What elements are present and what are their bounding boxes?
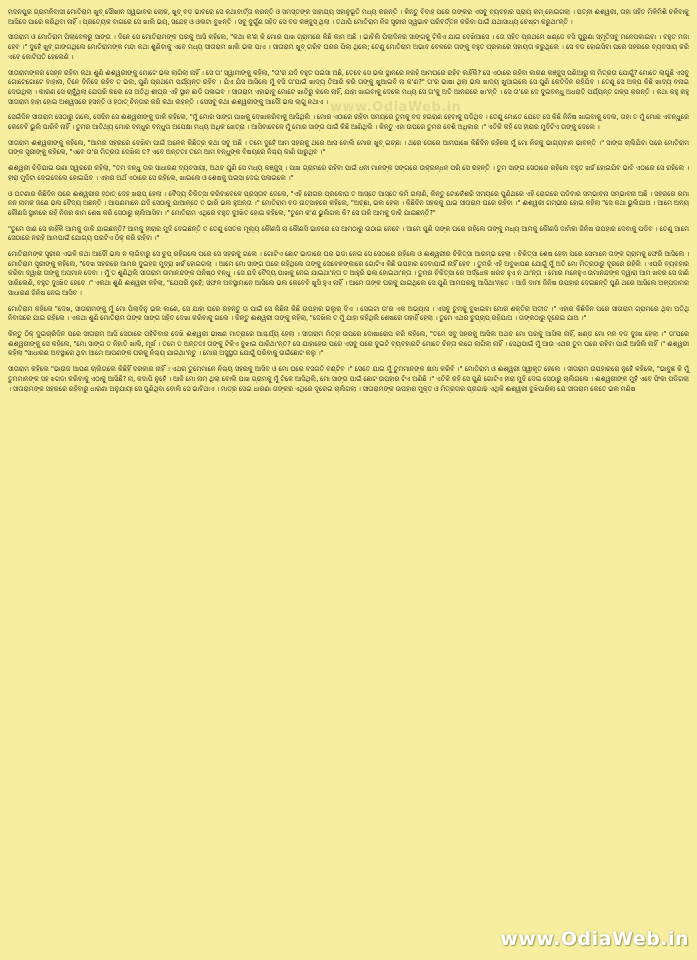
story-paragraph-9: ମୋତିରାମଙ୍କ ସ୍ତ୍ରୀର ଏଭଳି କଥା ଆଦୌ ଭଲ ନ ଲାଗିବାରୁ ସେ ଚୁପ୍ ରହିଗଲେ ପରେ ସେ ସହରକୁ ଗଲେ । ଗୋଟିଏ ଛୋଟ ଭାଡାରେ ଘର ଭଡା ନେଇ ସେ ସେଠାରେ ରହିଲେ ଓ ଈଶ୍ୱରୀର ଚିକିତ୍ସା ଆରମ୍ଭ ହେଲା । ଚିକିତ୍ସା ଶେଷ ହେବା ପରେ ସେମାନେ ତାଙ୍କ ଗ୍ରାମକୁ ଫେରି ଆସିଲେ । ମୋତିରାମ ସ୍ତ୍ରୀଙ୍କୁ କହିଲେ, "ଦେଖ ସହରରେ ଆମର ଦୁଇହଜ ମୁଦ୍ରା ଖର୍ଚ୍ଚ ହୋଇଗଲା । ଆମେ ମୋ ସାଙ୍ଗ ଘରେ ରହିଥିଲେ ତାଙ୍କୁ ସେବେଳଙ୍କାରେ ଗୋଟିଏ କିଛି ଉପହାର ଦେବାପାଇଁ ନାହିଁ ହେବ । ତୁମରି ଏହି ଅବୁଝାପଣ ଯୋଗୁଁ ମୁଁ ଅତି ମୋ ମିତ୍ରଠାରୁ ଦୂରରେ ରହିଲି । ଏପରି ବ୍ୟବହାର କରିବା ଦ୍ୱାରା ତାଙ୍କୁ ଅପମାନ ଦେବା । ମୁଁ ତ ଶୁଣିଥିଲି ସୀତାରାମ ଉମାନନ୍ଦଙ୍କ ଘନିଷ୍ଠ ବନ୍ଧୁ । ସେ ଯଦି ବୈଦ୍ୟ ପାଖକୁ ନେଇ ଯାଇଥା'ନ୍ତା ତ ଆହୁରି ଭଲ ହୋଇଥା'ନ୍ତା । ତୁମର ଚିକିତ୍ସା ରେ ଅର୍ଦ୍ଧେକ ଖରଚ ହୁଏ ନ ଥା'ନ୍ତା । ମୋର ମନେହୁଏ ଉମାନନ୍ଦଙ୍କ ଦ୍ୱାରା ଆମ ଖବର ସେ ଜାଣି ସାରିଲେଣି, ବହୁତ ଦୁଃଖିତ ହେବେ ।" ଏକଥା ଶୁଣି ଈଶ୍ୱରୀ କହିଲା, "ଯେପରି ନୁହେଁ; ସଫଳ ଅବସ୍ଥାମାନେ ଆସିଲେ ଭଲ କେବେବି ଖୁସି ହୁଏ ନାହିଁ । ଆମେ ତାଙ୍କ ଘରକୁ ଯାଇଥିଲେ ସେ ପୁଣି ଆମଘରକୁ ଆସିଥା'ନ୍ତେ । ଆଜି ଦାମୀ ଜିନିଷ ଉପହାର ଦେଇଛନ୍ତି ପୁଣି ଥରେ ଆସିଲେ ଅଳ୍ପଦାମର ସାଧାରଣ ଜିନିଷ ନେଇ ଆସିବ ।	[8, 250, 690, 297]
story-paragraph-11: କିନ୍ତୁ ଠିକ୍ ଦୁଇଚାରିଦିନ ପରେ ସୀତାରାମ ଆସି ସେଠାରେ ପହଁଚିବାର ଦେଖି ଈଶ୍ୱରୀ ଭୀଷଣ ମାତ୍ରାରେ ଆଶ୍ଚର୍ଯ୍ୟ ହେଲା । ସୀତାରାମ ମିତ୍ର ଉପରେ ଦୋଷାରୋପ କରି କହିଲେ, "ତମେ ସବୁ ସହରକୁ ଆସିଲ ଅଥଚ ମୋ ଘରକୁ ଆସିଲ ନାହିଁ, ଖଣ୍ଡ ମୋ ମନ ବଡ ଦୁଃଖ ହେଲା ।" ତା'ପରେ ଈଶ୍ୱରୀଙ୍କୁ ସେ କହିଲେ, "ମୋ ସାଙ୍ଗ ତ ନିହାତି ଖାଲି, ମୂର୍ଖ । ତମେ ତ ଅନ୍ତତଃ ତାଙ୍କୁ ଟିକିଏ ବୁଝାଇ ପାରିଥା'ନ୍ତ? ସେ ଯାହାହେଉ ପରେ ଏସବୁ ପରେ ଦୁଇଟି ବ୍ୟବହାରଟି ମୋତେ ଚିନ୍ତା ଲଗେ ଲାଗିଲା ନାହିଁ । ସେଥିପାଇଁ ମୁଁ ଆଉ ଏଥର ତୁମ ଘରେ ରହିବା ପାଇଁ ଆସିଲି ନାହିଁ ।" ଈଶ୍ୱରୀ କହିଲା "ସାଧାରଣ ଅବସ୍ଥାରେ ଥିବା ଆମେ ଆପଣଙ୍କ ଘରକୁ ନିଶ୍ଚୟ ଯାଇଥା'ନ୍ତୁ । ମୋର ଅସୁସ୍ଥତା ଯୋଗୁଁ ଘରିବାକୁ ଉଇଁଛୋଟ କଲୁ ।"	[8, 329, 689, 358]
story-paragraph-2: ସୀତାରାମ ଓ ମୋତିରାମ ପିଲାବେଳରୁ ସାଙ୍ଗ । ଦିନେ ସେ ମୋତିରାମଙ୍କ ଘରକୁ ଆସି କହିଲେ, "କଥା କ'ଣ କି ମୋର ପାଖ ଗ୍ରାମରେ କିଛି କାମ ଅଛି । ଭାବିଲି ପିଲାଦିନର ସାଙ୍ଗକୁ ଟିକିଏ ଯାଇ ଦେଖିଆସେ । ତୋ ସହିତ ପ୍ରଥମେ ଖଣ୍ଡେ ବସି ପୁରୁଣା ସ୍ମୃତିସବୁ ମନେପକାଇବା । ବହୁତ ମଜା ହେବ ।" ଦୁହେଁ ଖୁବ୍ ଗାଙ୍ଗଥିଲେ ମୋତିରାମଙ୍କ ମନ୍ଦା କଥା ଶୁଣିବାକୁ ଏବେ ମଧ୍ୟ ସୀତାରାମ ଖାଲି ଭଲ ପାଏ । ସୀତାରାମ ଖୁବ୍ ଗରିବ ଘରର ପିଲା ଥିଲେ; ତେଣୁ ମୋତିରାମ ଅଭାବ ବେଳରେ ତାଙ୍କୁ ବହୁତ ପ୍ରକାରେ ସହାୟତା କରୁଥିଲେ । ସେ ବଡ ହୋଇସିବା ପରେ ସହରରେ ବ୍ୟବସାୟ କରି ଏବେ କୋଟିପତି ହେଲେଣି ।	[8, 33, 689, 61]
story-paragraph-6: ଈଶ୍ୱରୀ ଚିଡ଼ିଯାଇ ଉଣା ସ୍ୱରରେ କହିଲା, "ତମ ବନ୍ଧୁ ତାର ସାଧାରଣ ବ୍ୟବସାୟୀ, ଅଥଚ ପୁଣି ସେ ମଧ୍ୟ କଞ୍ଜୁସ୍ । ପାଖ ଗ୍ରାମରେ ରହିବା ପାଇଁ ଧନୀ ମାନଙ୍କ ସଙ୍ଗରେ ଉକ୍ରନ୍ଧନ ପରି ସେ ରହନ୍ତି । ତୁମ ସାଙ୍ଗ ସେଠାରେ ରହିଲେ ବହୁତ ଖର୍ଚ୍ଚ ହୋଇଯିବ ଭାବି ଏଠାରେ ସେ ରହିଲେ । ହୀରା ମୁଦିଟା ଦେଇଦେଲେ ହୋଇଯିବ । ଏହାର ଅର୍ଥ ଏଠାରେ ସେ ରହିଲେ, ଖାଇଲେ ଓ ଶେଷକୁ ପଇସା ଦେଇ ପଳାଇଲେ ।"	[8, 164, 689, 182]
story-paragraph-7: ଓ ଘଟଣାର କିଛିଦିନ ପରେ ଈଶ୍ୱରୀର ହଠାତ୍ ଦେହ ଖରାପ୍ ହେଲା । ବୈଦ୍ୟ ଚିକିତ୍ସା କରିବାବେଳେ ପ୍ରସ୍ତାବ ଦେଲେ, "ଏହି ରୋଗର ପ୍ରକୋପ ତ ଆସ୍ତେ ଆସ୍ତେ କମି ଗଲାଣି, କିନ୍ତୁ ଟୋକେଁଶରି ସମୟରେ ପୁଣିଥରେ ଏହି ରୋଗରେ ପଡିବାର ସମ୍ଭାବନା ସମ୍ଭାବନା ଅଛି । ସହରରେ ରମା ନନ ନାମକ ଜଣେ ଭଲ ବୈଦ୍ୟ ଅଛନ୍ତି । ଆପଣମାନେ ଯଦି ସେଠାକୁ ଯାଆନ୍ତେ ତ ଭାରି ଭଲ ହୁଅନ୍ତା ।" ମୋତିରାମ ବଡ ଉତ୍ସାହରେ କହିଲେ, "ଅଚ୍ଛା, ଭଲ ହେଲା । କିଛିଦିନ ସହରକୁ ଯାଇ ସୀତାରାମ ଘରେ ରହିବା ।" ଈଶ୍ୱରୀ ଗମ୍ଭୀର ହୋଇ କହିଲା "ସେ କଥା ଭୁଲିଯାଅ । ଆମେ ଅନ୍ୟ କୌଣସି ସ୍ଥାନରେ ରହି ନିଜର କାମ ଶେଷ କରି ସେଠାରୁ ଚାଲିଆସିବା ।" ମୋତିରାମ ଏଥିରେ ବହୁତ ଦୁଃଖିତ ହୋଇ କହିଲେ, "ତୁମେ କ'ଣ ଭୁଲିଗଲ କି? ସେ ତାକି ଆମକୁ ଡାକି ଯାଇଛନ୍ତି?"	[8, 189, 689, 217]
watermark-corner: www.OdiaWeb.in	[500, 928, 689, 950]
watermark-mid: www.OdiaWeb.in	[330, 100, 462, 115]
story-paragraph-10: ମୋତିରାମ କହିଲେ "ଦେଖ, ସୀତାରାମଙ୍କୁ ମୁଁ ମୋ ପିଲାଦିନୁ ଭଲ କାଣେ, ସେ ଯାହା ଘରେ ରହନ୍ତୁ ତା ପାଇଁ ସେ କିଛିନା କିଛି ଉପହାର ଭଲୁର୍ ଦିଏ । ସେଇଟା ତା'ର ଏକ ଅଭ୍ୟାସ । ଏସବୁ ତୁମକୁ ବୁଝାଇବା ମୋର ଶକ୍ତିର ଅତୀତ ।" ଏହାର କିଛିଦିନ ପରେ ସୀତାରାମ ଗ୍ରାମରେ ଥିବା ଅତିଥି ନିବାସରେ ଯାଇ ରହିଲେ । ଏକଥା ଶୁଣି ମୋତିରାମ ତାଙ୍କ ସାଙ୍ଗ ସହିତ ଦେଖା କରିବାକୁ ଗଲେ । କିନ୍ତୁ ଈଶ୍ୱରୀ ତାଙ୍କୁ କହିଲା, "ଦେଖିଲ ତ ମୁଁ ଯାହା କହିଥିଲି ଶେଷରେ ତାହାହିଁ ହେଲା । ତୁମେ ଏଥର ଚୁପ୍‌ଚାପ୍ ରହିଯାଅ । ତାଙ୍କଠାରୁ ଦୂରେଇ ଯାଅ ।"	[8, 304, 689, 323]
story-paragraph-4: ସେଇଁଦିନ ସୀତାରାମ ସେଠାରୁ ଗଲେ, ସେଦିନ ସେ ଈଶ୍ୱରୀଙ୍କୁ ଡାକି କହିଲେ, "ମୁଁ ମୋର ସାଙ୍ଗ ପାଖକୁ ଦେଖାକରିବାକୁ ଆସିଥିଲି । ମୋର ଏଠାରେ ରହିବା ସମୟରେ ତୁମକୁ ବଡ ହଇରାଣ ହେବାକୁ ପଡିଥିବ । ତେଣୁ ମୋତେ ଯେତେ ସେ କିଛି ଜିନିଷ ଖାଇବାକୁ ଦେଲ, ତାହା ତ ମୁଁ ମୋର ଏବନ୍ଧୁରେ କେବେବି ଭୁଲି ପାରିବି ନାହିଁ । ତୁମର ଆତିଥ୍ୟ ମୋର ବନ୍ଧୁର ବନ୍ଧୁତା ଅପେକ୍ଷା ମଧ୍ୟ ଅଧିକ ଖେତ୍ରା । ଆସିବାବେଳେ ମୁଁ ମୋର ସାଙ୍ଗ ପାଇଁ କିଛି ଆଣିଥିଲି । କିନ୍ତୁ ଏହା ଉପରେ ତୁମର ବେଶି ଅଧିକାର ।" ଏତିକି କହି ସେ ହୀରାର ମୁଦିଟିଏ ତାଙ୍କୁ ଦେଲେ ।	[8, 113, 689, 132]
story-paragraph-5: ସୀତାରାମ ଈଶ୍ୱରୀଙ୍କୁ କହିଲେ, "ଆମର ସହରରେ ଦେଖିବା ପାଇଁ ଅନେକ କିଛିତ୍ର କଥା ସବୁ ଅଛି । ତମେ ଦୁହେଁ ଆମ ସହରକୁ ଥରେ ଆସ ବୋଲି ମୋର ଖୁବ୍ ଇଚ୍ଛା । ଥରେ ତୋରେ ଆମପାଖେ କିଛିଦିନ ରହିଲେ ମୁଁ ମୋ ନିଜକୁ ଭାଗ୍ୟବାନ ଭାବନ୍ତି ।" ସାଙ୍ଗ ଚାଲିଯିବା ପରେ ମୋତିରାମ ତାଙ୍କ ସ୍ତ୍ରୀଙ୍କୁ କହିଲେ, "ଏବେ ତା'ର ମିତ୍ରତା ଦେଖିଲ ତ? ଏବେ ଅନ୍ତତଃ ତମେ ଆମ ବନ୍ଧୁଙ୍କ ବିଷୟରେ ନିଶ୍ଚୟ କାଣି ପାରୁଥିବ ।"	[8, 138, 689, 157]
story-paragraph-1: ମଦନପୁର ଗ୍ରାମନିବାସୀ ମୋତିରାମ ଖୁବ୍ ସୌଖୀନ ସ୍ୱଭାବର ଲୋକ, ଖୁବ୍ ବଡ଼ ଭାବରେ ସେ କଥାବାର୍ତ୍ତା କରନ୍ତି ଓ ସମସ୍ତଙ୍କ ସାହାଯ୍ୟ ସହାନୁଭୂତି ମଧ୍ୟ କରନ୍ତି । କିନ୍ତୁ ବିବାହ ପରେ ତାଙ୍କର ଏସବୁ ବ୍ୟବହାର ପ୍ରାୟ କମ୍ ହୋଇଗଲା । ପତ୍ନୀ ଈଶ୍ୱରୀ, ତାହା ସହିତ ମିଳିମିଶି ଚଳିବାକୁ ଆସିଦେ ପାରେ କରିଥିବା ନାହିଁ । ପ୍ରତ୍ୟେକ ବାଗରେ ସେ ଖାଲି ଭୟ, ସନ୍ଦେହ ଓ ଓଲଟା ବୁଝନ୍ତି । ସବୁ ଦୁର୍ଗୁଣ ସହିତ ସେ ବଡ କଞ୍ଜୁସ୍ ଥିଲା । ତଥାପି ମୋତିରାମ ନିଜ ସ୍ତ୍ରୀର ସ୍ୱଭାବ ପରିବର୍ତ୍ତନ କରିବା ପାଇଁ ଯଥାସାଧ୍ୟ ଚେଷ୍ଟା କରୁଥା'ନ୍ତି ।	[8, 8, 689, 26]
story-paragraph-3: ସୀତାରାମଙ୍କର ସେହ୍ନ ରହିବା କଥା ଶୁଣି ଈଶ୍ୱରୀଙ୍କୁ ମୋଟେ ଭଲ ଲାଗିଲା ନାହିଁ । ସେ ତା' ସ୍ୱାମୀଙ୍କୁ କହିଲା, "ତା'ର ଯଦି ବହୁତ ପଇସା ଅଛି, ତେବେ ସେ ଭଲ ସ୍ଥାନରେ ନରହି ଆମଘରେ ରହିବ କାହିଁକି? ସେ ଏଠାରେ ରହିବା କାରଣ କଞ୍ଜୁସ୍ ପଣିଆରୁ ନା ମିତ୍ରତା ଯୋଗୁଁ? ମୋତେ ଲାଗୁଛି ଏସବୁ ଗୋଟେଗୋଟେ ବାହାନା, ତିନେ ଦିନିଦେ ରହିବ ତ ଭଲ, ପୁଣି ପ୍ରଥମେ ପର୍ଯ୍ୟନ୍ତ ରହିବ । ଯିଏ ଯିସ ଆସିଲେ ମୁଁ ବସି ତା'ପାଇଁ ଖାଦ୍ୟ ତିଆରି କରି ତାଙ୍କୁ ଖୁଆଇବି ନା କ'ଣ?" ତା'ର ଭାଷା ଥିଲା ଭଲ ଖାଦ୍ୟ ଖୁଆଇଲେ ସେ ପୁଣି କେତିଦିନ ରହିଯିବ । ତେଣୁ ସେ ଅଳ୍ପ କିଛି ଖାଦ୍ୟ ବନାଇ ଦେଉଥିଲା । କାରଣ ସେ ଚାହୁଁଥିଲା ଯେପରି କଲେ ସେ ଅତିଥି ଶୀଘ୍ର ଏହି ସ୍ଥାନ ଛାଡି ପଳାଇବ । ସୀତାରାମ ଏହାଭାବୁ ମୋଟେ ଖାତିରୁ କଲେ ନାହିଁ, ଯାହା ଖାଇବାକୁ ଦେଲେ ମଧ୍ୟ ସେ ତା'କୁ ଅତି ଆନନ୍ଦରେ ଖା'ନ୍ତି । ସେ ତା'ରେ ଦେ ଦୁଇବନ୍ଧୁ ଅଧରାତି ପର୍ଯ୍ୟନ୍ତ ଗଳ୍ପ କରନ୍ତି । କଥା କହୁ କହୁ ସୀତାରାମ ହାହା ହୋଇ ଅଶ୍ୱସରେ ହସନ୍ତି ଓ ହଠାତ୍ ଚିନ୍ତାର କରି କଥା ଲହନ୍ତି । ସେସବୁ କଥା ଈଶ୍ୱରୀଙ୍କୁ ଆଦୌ ଭଲ ଲାଗୁ ନଥାଏ ।	[8, 68, 690, 106]
story-page	[6, 0, 691, 960]
story-paragraph-12: ସୀତାରାମ କହିଲେ "ଭାଉଜ ଆପଣ ଚାଲିଗଲେ କିଛିହିଁ ଦରକାର ନାହିଁ । ଏଥର ତୁମେମାନେ ନିଶ୍ଚୟ ସହରକୁ ଆସିବ ଓ ମୋ ଘରେ ବସଗତି ବଣ୍ଟିବ ।" ସେତେ ଯାଇ ମୁଁ ତୁମମାନଙ୍କ କ୍ଷମା କରିବି ।" ମୋତିରାମ ଓ ଈଶ୍ୱରୀ ସ୍ୱୀକୃତ ହେଲେ । ସୀତାରାମ ଉପହାରରେ ନୁହେଁ କହିଲେ, "ଭାବୁଛ କି ମୁଁ ତୁମମାନଙ୍କ ସହ ଝଗଡା କରିବାକୁ ଏଠାକୁ ଆସିଛି? ନା, କଦାପି ନୁହେଁ । ଆଜି ମୋ ନାମ ଥିଲା ବୋଲି ପାଖ ଗ୍ରାମକୁ ମୁଁ ଟିକେ ଆସିଥିଲି, ମୋ ସାଙ୍ଗ ପାଇଁ ଛୋଟ ଉପହାର ଟିଏ ଅଣିଛି ।" ଏତିକି କହି ସେ ପୁଣି ଗୋଟିଏ ହୀରା ମୁଦି ଦେଇ ସେଠାରୁ ଚାଲିଗଲେ । ଈଶ୍ୱରୀଙ୍କ ମୁହଁ ଏବେ ଫିକା ପଡିଗଲା । ସୀତାରାମଙ୍କ ସହରରେ ରହିବାରୁ ଧାରଣା ଅନୁଯାୟୀ ସେ ପୁଣିଥିବା ବୋଲି ସେ ଭାବିଥାଏ । ମାତ୍ର ସେଇ ଧାରଣା ତାଙ୍କର ଏଥିରେ ଦୂରେଇ ଚାଲିଗଲା । ସୀତାରାମଙ୍କ ଉପହାର ମୁକ୍ତ ଓ ମିତ୍ରତାର ପ୍ରଗାଢ ଏଥିକି ଈଶ୍ୱରୀ ବୁଝିପାରିଲା ଯେ ସୀତାରାମ କେତେ ଭଲ ମଣିଷ	[8, 365, 689, 393]
story-paragraph-8: "ତୁମେ ଜାଣ ସେ କାହିଁକି ଆମକୁ ଡାକି ଯାଇଛନ୍ତି? ଆମକୁ ହୀରାର ମୁଦି ଦେଇଛନ୍ତି ତ ତେଣୁ ସେତକ ମୂଲ୍ୟ କୌଣସି ନା କୌଣସି ଭାବରେ ସେ ଆମଠାରୁ ଉଠାଇ ନେବେ । ଆମେ ପୁଣି ତାଙ୍କ ଘରେ ରହିଲେ ତାଙ୍କୁ ମଧ୍ୟ ଆମକୁ କୌଣସି ଦାମିକା ଜିନିଷ ଉପହାର ଦେବାକୁ ପଡିବ । ତେଣୁ ଆମେ ସେଠାରେ ନରହି ଆମପାଇଁ ଯୋଗ୍ୟ ଘରଟିଏ ଠିକ୍ କରି ରହିବା ।"	[8, 224, 689, 243]
